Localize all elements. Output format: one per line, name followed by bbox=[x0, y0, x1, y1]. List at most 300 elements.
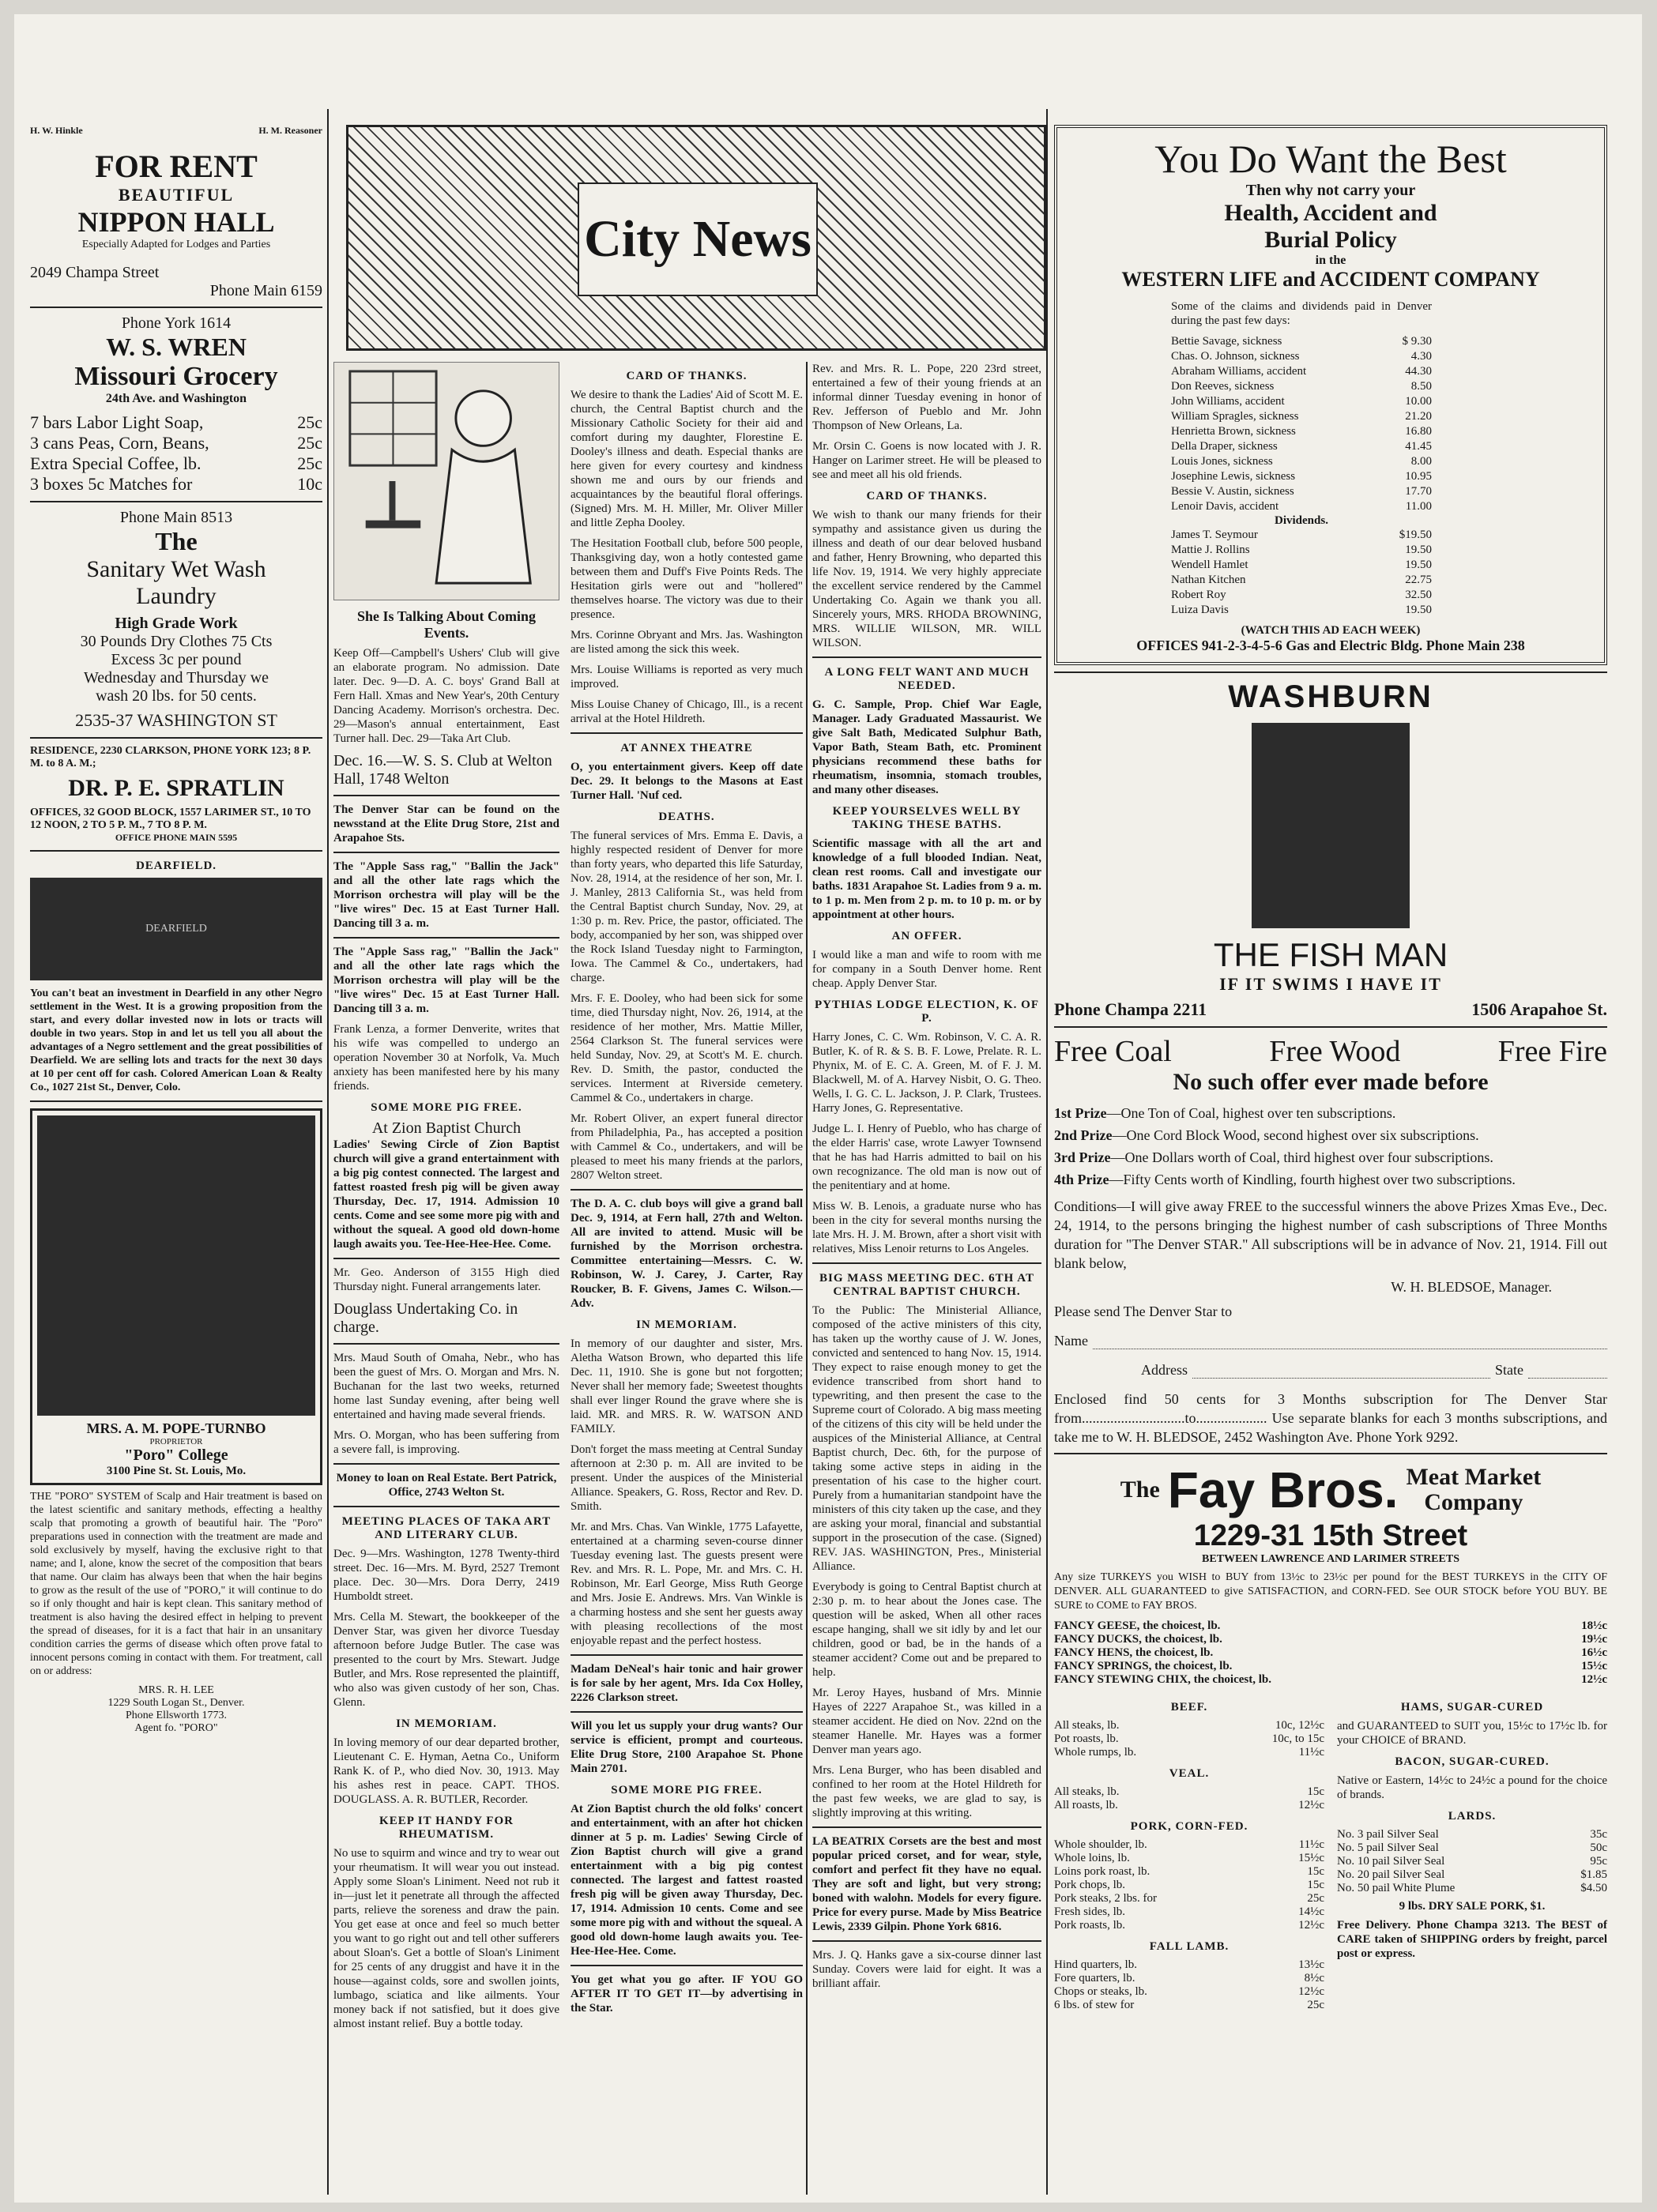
dac-notice: The D. A. C. club boys will give a grand ball Dec. 9, 1914, at Fern hall, 27th and Welton. All are invited to attend. Music will be furnished by the Morrison orchestra. Committee entertaining—Messrs. C. W. Robinson, W. J. Carey, J. Carter, Ray Roucker, B. F. Givens, James C. Wilson.—Adv. bbox=[571, 1198, 803, 1310]
table-row bbox=[1171, 558, 1432, 573]
price-value: 10c, 12½c bbox=[1275, 1719, 1324, 1732]
fay-left-column bbox=[1054, 1693, 1324, 2012]
fay-meat-market bbox=[1406, 1465, 1541, 1515]
memoriam-2-text: In memory of our daughter and sister, Mrs. Aletha Watson Brown, who departed this life Dec. 11, 1910. She is gone but not forgotten; Never shall her memory fade; Sweetest thoughts shall ever linger Round the grave where she is laid. MR. and MRS. R. W. WATSON AND FAMILY. bbox=[571, 1337, 803, 1435]
price-row bbox=[1054, 1865, 1324, 1879]
thanks-heading: CARD OF THANKS. bbox=[626, 370, 748, 382]
price-item: Pot roasts, lb. bbox=[1054, 1732, 1119, 1745]
claim-amount: 19.50 bbox=[1405, 559, 1432, 571]
fish-man-address: 1506 Arapahoe St. bbox=[1471, 999, 1607, 1019]
price-item: FANCY SPRINGS, the choicest, lb. bbox=[1054, 1660, 1233, 1672]
pythias-heading: PYTHIAS LODGE ELECTION, K. OF P. bbox=[814, 999, 1040, 1025]
table-row bbox=[1171, 439, 1432, 454]
claim-amount: 41.45 bbox=[1405, 440, 1432, 453]
deaths-heading: DEATHS. bbox=[658, 811, 715, 823]
price-item: 3 boxes 5c Matches for bbox=[30, 474, 193, 494]
price-value: 14½c bbox=[1298, 1905, 1324, 1918]
table-row bbox=[1171, 349, 1432, 364]
price-value: 25c bbox=[297, 433, 322, 453]
go-after-notice: You get what you go after. IF YOU GO AFTER IT TO GET IT—by advertising in the Star. bbox=[571, 1973, 803, 2014]
grocery-phone: Phone York 1614 bbox=[121, 314, 232, 332]
dearfield-heading: DEARFIELD. bbox=[135, 860, 217, 872]
grocery-owner: W. S. WREN bbox=[106, 333, 247, 361]
fish-man-title: THE FISH MAN bbox=[1213, 936, 1448, 973]
price-row bbox=[30, 433, 322, 453]
send-star-to: Please send The Denver Star to bbox=[1054, 1304, 1233, 1319]
price-value: 15c bbox=[1307, 1865, 1324, 1878]
price-value: 12½c bbox=[1298, 1985, 1324, 1998]
insurance-body bbox=[1068, 299, 1593, 618]
claim-name: Mattie J. Rollins bbox=[1171, 544, 1250, 556]
table-row bbox=[1171, 394, 1432, 409]
claim-name: Robert Roy bbox=[1171, 589, 1226, 601]
insurance-line-4: in the bbox=[1315, 254, 1346, 267]
washburn-ad bbox=[1054, 679, 1607, 1020]
claim-amount: 32.50 bbox=[1405, 589, 1432, 601]
burger-notice: Mrs. Lena Burger, who has been disabled and confined to her room at the Hotel Hildreth for the past few weeks, we are glad to say, is slightly improving at this writing. bbox=[812, 1764, 1041, 1819]
claim-amount: 10.95 bbox=[1405, 470, 1432, 483]
memoriam-text: In loving memory of our dear departed brother, Lieutenant C. E. Hyman, Aetna Co., Uniform Rank K. of P., who died Nov. 30, 1913. May his ashes rest in peace. CAPT. THOS. DOUGLASS. A. R. BUTLER, Recorder. bbox=[333, 1736, 559, 1806]
taka-text: Dec. 9—Mrs. Washington, 1278 Twenty-third street. Dec. 16—Mrs. M. Byrd, 2527 Tremont place. Dec. 30—Mrs. Dora Derry, 2419 Humboldt street. bbox=[333, 1548, 559, 1603]
mass-notice: Don't forget the mass meeting at Central Sunday afternoon at 2:30 p. m. All are invited to be present. Under the auspices of the Ministerial Alliance. Speakers, G. Ross, Rector and Rev. D. Smith. bbox=[571, 1443, 803, 1513]
price-item: Whole rumps, lb. bbox=[1054, 1746, 1137, 1759]
goens-notice: Mr. Orsin C. Goens is now located with J. R. Hanger on Larimer street. He will be pleased to see and meet all his old friends. bbox=[812, 440, 1041, 481]
table-row bbox=[1171, 364, 1432, 379]
lards-list bbox=[1337, 1828, 1607, 1895]
doctor-phone: OFFICE PHONE MAIN 5595 bbox=[115, 832, 238, 843]
lamb-list bbox=[1054, 1958, 1324, 2012]
long-felt-text: G. C. Sample, Prop. Chief War Eagle, Manager. Lady Graduated Massaurist. We give Salt Bath, Medicated Sulphur Bath, Vapor Bath, Steam Bath, etc. Prominent physicians recommend these baths for rheumatism, insomnia, stomach troubles, and many other diseases. bbox=[812, 698, 1041, 796]
price-row bbox=[1054, 1719, 1324, 1732]
apple-sass-notice-1: The "Apple Sass rag," "Ballin the Jack" and all the other late rags which the Morrison orchestra will play will be the "live wires" Dec. 15 at East Turner Hall. Dancing till 3 a. m. bbox=[333, 860, 559, 930]
veal-heading: VEAL. bbox=[1169, 1767, 1210, 1780]
lenza-notice: Frank Lenza, a former Denverite, writes that his wife was compelled to undergo an operation November 30 at Norfolk, Va. Much anxiety has been manifested here by his many friends. bbox=[333, 1023, 559, 1093]
claim-amount: 16.80 bbox=[1405, 425, 1432, 438]
oliver-notice: Mr. Robert Oliver, an expert funeral director from Philadelphia, Pa., has accepted a position with Cammel & Co., undertakers, and will be pleased to meet his many friends at the parlors, 2807 Welton street. bbox=[571, 1112, 803, 1182]
claim-amount: 4.30 bbox=[1410, 350, 1432, 363]
price-value: 50c bbox=[1590, 1841, 1607, 1854]
south-notice: Mrs. Maud South of Omaha, Nebr., who has been the guest of Mrs. O. Morgan and Mrs. N. Buchanan for the last two weeks, returned home last Sunday evening, after being well entertained and having made several friends. bbox=[333, 1352, 559, 1421]
price-value: 11½c bbox=[1298, 1746, 1324, 1759]
table-row bbox=[1171, 484, 1432, 499]
fay-bros-ad bbox=[1054, 1461, 1607, 2012]
price-value: 15½c bbox=[1581, 1660, 1607, 1672]
prize-item bbox=[1054, 1170, 1607, 1189]
insurance-watch: (WATCH THIS AD EACH WEEK) bbox=[1241, 624, 1421, 637]
pig-free-heading: SOME MORE PIG FREE. bbox=[371, 1101, 522, 1114]
column-2b bbox=[571, 362, 803, 2195]
claims-table bbox=[1171, 334, 1432, 514]
salt-pork: 9 lbs. DRY SALE PORK, $1. bbox=[1399, 1900, 1546, 1913]
ws-club-notice: Dec. 16.—W. S. S. Club at Welton Hall, 1748 Welton bbox=[333, 752, 552, 788]
price-row bbox=[1054, 1852, 1324, 1865]
poro-agent-name: MRS. R. H. LEE bbox=[138, 1684, 214, 1696]
price-row bbox=[1054, 1646, 1607, 1660]
price-item: Whole loins, lb. bbox=[1054, 1852, 1130, 1864]
price-row bbox=[1054, 1620, 1607, 1633]
claim-name: Abraham Williams, accident bbox=[1171, 365, 1307, 378]
claim-name: Bettie Savage, sickness bbox=[1171, 335, 1282, 348]
claim-name: Luiza Davis bbox=[1171, 604, 1229, 616]
table-row bbox=[1171, 573, 1432, 588]
laundry-phone: Phone Main 8513 bbox=[119, 509, 233, 526]
insurance-title: You Do Want the Best bbox=[1154, 137, 1507, 181]
proprietors bbox=[30, 125, 322, 137]
lards-heading: LARDS. bbox=[1448, 1810, 1497, 1823]
claim-name: Josephine Lewis, sickness bbox=[1171, 470, 1296, 483]
poro-college: "Poro" College bbox=[124, 1446, 228, 1464]
deaths-text: The funeral services of Mrs. Emma E. Davis, a highly respected resident of Denver for more than forty years, who departed this life Saturday, Nov. 28, 1914, at the residence of her son, Mr. I. J. Manley, 2813 California St., was held from the Central Baptist church Sunday, Nov. 29, at 1:30 p. m. Rev. Price, the pastor, officiated. The body, accompanied by her son, was shipped over the Rock Island Tuesday night to Farmington, Iowa. The Cammel & Co., undertakers, had charge. bbox=[571, 830, 803, 984]
insurance-offices: OFFICES 941-2-3-4-5-6 Gas and Electric Bldg. Phone Main 238 bbox=[1136, 638, 1525, 653]
long-felt-heading: A LONG FELT WANT AND MUCH NEEDED. bbox=[824, 666, 1030, 692]
free-wood-title: Free Wood bbox=[1269, 1035, 1401, 1068]
hall-address: 2049 Champa Street bbox=[30, 264, 160, 281]
column-rule bbox=[1046, 109, 1048, 2195]
price-row bbox=[1337, 1868, 1607, 1882]
newspaper-page bbox=[14, 14, 1642, 2203]
claim-name: Louis Jones, sickness bbox=[1171, 455, 1273, 468]
prize-text: —One Cord Block Wood, second highest over six subscriptions. bbox=[1112, 1127, 1479, 1143]
price-value: 35c bbox=[1590, 1828, 1607, 1841]
annex-text: O, you entertainment givers. Keep off date Dec. 29. It belongs to the Masons at East Turner Hall. 'Nuf ced. bbox=[571, 761, 803, 802]
price-row bbox=[1054, 1919, 1324, 1932]
price-row bbox=[1054, 1985, 1324, 1999]
insurance-line-1: Then why not carry your bbox=[1245, 182, 1416, 199]
price-row bbox=[1054, 1746, 1324, 1759]
price-value: 13½c bbox=[1298, 1958, 1324, 1971]
loan-notice: Money to loan on Real Estate. Bert Patrick, Office, 2743 Welton St. bbox=[336, 1472, 557, 1499]
hall-phone: Phone Main 6159 bbox=[209, 282, 322, 299]
price-value: 15c bbox=[1307, 1879, 1324, 1891]
price-row bbox=[1337, 1828, 1607, 1841]
hayes-notice: Mr. Leroy Hayes, husband of Mrs. Minnie Hayes of 2227 Arapahoe St., was killed in a steamer accident. He died on Nov. 22nd on the steamer Hanelle. Mr. Hayes was a former Denver man years ago. bbox=[812, 1687, 1041, 1756]
price-item: Fresh sides, lb. bbox=[1054, 1905, 1125, 1918]
price-value: 15c bbox=[1307, 1785, 1324, 1798]
poro-agent-phone: Phone Ellsworth 1773. bbox=[126, 1710, 227, 1721]
keep-well-heading: KEEP YOURSELVES WELL BY TAKING THESE BATHS. bbox=[832, 805, 1022, 831]
grocery-name: Missouri Grocery bbox=[74, 362, 278, 391]
claim-amount: $19.50 bbox=[1399, 529, 1432, 541]
address-label: Address bbox=[1141, 1362, 1188, 1378]
laundry-name-3: Laundry bbox=[136, 583, 217, 609]
pork-list bbox=[1054, 1838, 1324, 1932]
laundry-line-4: wash 20 lbs. for 50 cents. bbox=[96, 687, 257, 705]
laundry-line-2: Excess 3c per pound bbox=[111, 651, 242, 668]
poultry-list bbox=[1054, 1620, 1607, 1687]
chaney-notice: Miss Louise Chaney of Chicago, Ill., is a recent arrival at the Hotel Hildreth. bbox=[571, 698, 803, 725]
claim-amount: 19.50 bbox=[1405, 604, 1432, 616]
price-row bbox=[1054, 1660, 1607, 1673]
price-item: Pork steaks, 2 lbs. for bbox=[1054, 1892, 1157, 1905]
column-4 bbox=[1054, 125, 1607, 2012]
lenois-notice: Miss W. B. Lenois, a graduate nurse who has been in the city for several months nursing the late Mrs. H. J. M. Brown, after a short visit with relatives, Miss Lenoir returns to Los Angeles. bbox=[812, 1200, 1041, 1255]
poro-agent-address: 1229 South Logan St., Denver. bbox=[107, 1697, 245, 1709]
insurance-line-3: Burial Policy bbox=[1264, 227, 1397, 253]
price-item: All steaks, lb. bbox=[1054, 1719, 1120, 1732]
fay-meat: Meat Market bbox=[1406, 1464, 1542, 1490]
fay-the: The bbox=[1120, 1477, 1160, 1503]
thanks-2-heading: CARD OF THANKS. bbox=[866, 490, 988, 502]
pythias-text: Harry Jones, C. C. Wm. Robinson, V. C. A. R. Butler, K. of R. & S. B. F. Lowe, Prelate. R. L. Phynix, M. of E. C. A. Green, M. of F. J. M. Blackwell, M. of A. Harvey Nisbit, O. G. Theo. Wells, I. G. C. L. Jackson, J. P. Clark, Trustees. Harry Jones, G. Representative. bbox=[812, 1031, 1041, 1115]
price-item: FANCY DUCKS, the choicest, lb. bbox=[1054, 1633, 1222, 1646]
price-value: 15½c bbox=[1298, 1852, 1324, 1864]
price-row bbox=[1337, 1841, 1607, 1855]
prize-item bbox=[1054, 1126, 1607, 1145]
insurance-company: WESTERN LIFE and ACCIDENT COMPANY bbox=[1121, 268, 1540, 291]
poro-name: MRS. A. M. POPE-TURNBO bbox=[86, 1420, 266, 1436]
fay-right-column bbox=[1337, 1693, 1607, 2012]
dividends-table bbox=[1171, 528, 1432, 618]
conditions-text: Conditions—I will give away FREE to the successful winners the above Prizes Xmas Eve., Dec. 24, 1914, to the persons bringing the highest number of cash subscriptions of Three Months duration for "The Denver STAR." All subscriptions will be in advance of Nov. 21, 1914. Fill out blank below, bbox=[1054, 1198, 1607, 1271]
column-rule bbox=[806, 362, 808, 2195]
price-item: FANCY STEWING CHIX, the choicest, lb. bbox=[1054, 1673, 1272, 1686]
claim-name: John Williams, accident bbox=[1171, 395, 1285, 408]
table-row bbox=[1171, 528, 1432, 543]
deneal-notice: Madam DeNeal's hair tonic and hair grower is for sale by her agent, Mrs. Ida Cox Holley, 2226 Clarkson street. bbox=[571, 1663, 803, 1704]
beatrix-notice: LA BEATRIX Corsets are the best and most popular priced corset, and for wear, style, comfort and perfect fit they have no equal. They are soft and light, but very strong; boned with walohn. Models for every figure. Price for every purse. Made by Miss Beatrice Lewis, 2339 Gilpin. Phone York 6816. bbox=[812, 1835, 1041, 1933]
price-value: 12½c bbox=[1581, 1673, 1607, 1686]
van-winkle-notice: Mr. and Mrs. Chas. Van Winkle, 1775 Lafayette, entertained at a charming seven-course dinner Tuesday evening last. The guests present were Rev. and Mrs. R. L. Pope, Mr. and Mrs. C. H. Robinson, Mr. Earl George, Miss Ruth George and Mrs. Josie E. Andrews. Mrs. Van Winkle is a charming hostess and she sent her guests away with pleasing recollections of the most enjoyable repast and the perfect hostess. bbox=[571, 1521, 803, 1647]
doctor-offices: OFFICES, 32 GOOD BLOCK, 1557 LARIMER ST., 10 TO 12 NOON, 2 TO 5 P. M., 7 TO 8 P. M. bbox=[30, 807, 311, 831]
zion-heading: At Zion Baptist Church bbox=[371, 1119, 522, 1137]
laundry-line-3: Wednesday and Thursday we bbox=[83, 669, 269, 687]
memoriam-heading: IN MEMORIAM. bbox=[396, 1717, 497, 1730]
for-rent-title: FOR RENT bbox=[95, 149, 258, 184]
lamb-heading: FALL LAMB. bbox=[1149, 1940, 1230, 1953]
claim-name: Wendell Hamlet bbox=[1171, 559, 1248, 571]
proprietor-right: H. M. Reasoner bbox=[258, 125, 322, 136]
price-row bbox=[1054, 1732, 1324, 1746]
table-row bbox=[1171, 588, 1432, 603]
price-item: FANCY HENS, the choicest, lb. bbox=[1054, 1646, 1214, 1659]
price-row bbox=[30, 412, 322, 433]
name-field[interactable] bbox=[1093, 1333, 1607, 1349]
stewart-notice: Mrs. Cella M. Stewart, the bookkeeper of the Denver Star, was given her divorce Tuesday afternoon before Judge Butler. The case was presented to the court by Mrs. Stewart. Judge Butler, and Mrs. Rose represented the plaintiff, who also was given custody of her son, Chas. Glenn. bbox=[333, 1611, 559, 1709]
laundry-line-1: 30 Pounds Dry Clothes 75 Cts bbox=[80, 633, 273, 650]
bacon-text: Native or Eastern, 14½c to 24½c a pound for the choice of brands. bbox=[1337, 1774, 1607, 1801]
claim-amount: 19.50 bbox=[1405, 544, 1432, 556]
table-row bbox=[1171, 334, 1432, 349]
thanks-2-text: We wish to thank our many friends for their sympathy and assistance given us during the illness and death of our dear beloved husband and father, Henry Browning, who departed this life Nov. 19, 1914. We very highly appreciate the excellent service rendered by the Cammel Undertaking Co. Again we thank you all. Sincerely yours, MRS. RHODA BROWNING, MRS. WILLIE WILSON, MR. WILL WILSON. bbox=[812, 509, 1041, 649]
claim-amount: 21.20 bbox=[1405, 410, 1432, 423]
price-value: 19½c bbox=[1581, 1633, 1607, 1646]
douglass-heading: Douglass Undertaking Co. in charge. bbox=[333, 1300, 518, 1336]
coming-events-text: Keep Off—Campbell's Ushers' Club will give an elaborate program. No admission. Date later. Dec. 9—D. A. C. boys' Grand Ball at Fern Hall. Xmas and New Year's, 20th Century Dancing Academy. Morrison's orchestra. Dec. 29—Mason's annual entertainment, East Turner hall. Dec. 29—Taka Art Club. bbox=[333, 647, 559, 745]
hams-heading: HAMS, SUGAR-CURED bbox=[1400, 1701, 1544, 1714]
poro-text: THE "PORO" SYSTEM of Scalp and Hair treatment is based on the latest scientific and sanitary methods, effecting a healthy scalp that promoting a growth of beautiful hair. The "Poro" preparations used in connection with the treatment are made and sold exclusively by myself, having the exclusive right to that name; and I, alone, know the secret of the composition that bears that name. Our claim has always been that when the hair begins to grow as the result of the use of "PORO," it will continue to do so if only thought and hair is kept clean. This sanitary method of treatment is also having the desired effect in helping to prevent the spread of diseases, for it is a fact that hair in an unsanitary condition carries the germs of disease which often prove fatal to innocent persons coming in contact with them. For treatment, call on or address: bbox=[30, 1491, 322, 1677]
price-row bbox=[1054, 1905, 1324, 1919]
claim-name: James T. Seymour bbox=[1171, 529, 1258, 541]
claim-name: Henrietta Brown, sickness bbox=[1171, 425, 1296, 438]
offer-heading: AN OFFER. bbox=[891, 930, 962, 942]
price-row bbox=[1054, 1785, 1324, 1799]
state-label: State bbox=[1495, 1362, 1523, 1378]
price-item: No. 5 pail Silver Seal bbox=[1337, 1841, 1439, 1854]
dearfield-text: You can't beat an investment in Dearfield in any other Negro settlement in the West. It is a growing proposition from the start, and every dollar invested now in lots or tracts will double in two years. Stop in and let us tell you all about the advantages of a Negro settlement and the great possibilities of Dearfield. We are selling lots and tracts for the next 30 days at 10 per cent off for cash. Colored American Loan & Realty Co., 1027 21st St., Denver, Colo. bbox=[30, 988, 322, 1093]
hall-name: NIPPON HALL bbox=[77, 206, 275, 238]
annex-heading: AT ANNEX THEATRE bbox=[620, 742, 753, 754]
price-item: 6 lbs. of stew for bbox=[1054, 1999, 1135, 2011]
fay-name: Fay Bros. bbox=[1167, 1462, 1399, 1518]
fay-intro: Any size TURKEYS you WISH to BUY from 13½c to 23½c per pound for the BEST TURKEYS in the CITY OF DENVER. ALL GUARANTEED to give SATISFACTION, and CORN-FED. See OUR STOCK before YOU BUY. BE SURE to COME to FAY BROS. bbox=[1054, 1571, 1607, 1612]
price-item: Pork chops, lb. bbox=[1054, 1879, 1125, 1891]
price-item: FANCY GEESE, the choicest, lb. bbox=[1054, 1620, 1221, 1632]
price-row bbox=[1054, 1838, 1324, 1852]
anderson-notice: Mr. Geo. Anderson of 3155 High died Thursday night. Funeral arrangements later. bbox=[333, 1266, 559, 1293]
price-item: Extra Special Coffee, lb. bbox=[30, 453, 201, 473]
price-value: 12½c bbox=[1298, 1919, 1324, 1932]
poro-ad bbox=[30, 1108, 322, 1485]
laundry-tag: High Grade Work bbox=[115, 615, 238, 632]
address-line bbox=[1054, 1362, 1607, 1379]
price-value: 10c, to 15c bbox=[1271, 1732, 1324, 1745]
claim-name: Nathan Kitchen bbox=[1171, 574, 1246, 586]
price-item: Hind quarters, lb. bbox=[1054, 1958, 1137, 1971]
price-row bbox=[1054, 1999, 1324, 2012]
rheumatism-heading: KEEP IT HANDY FOR RHEUMATISM. bbox=[379, 1815, 514, 1841]
mass-meeting-text: To the Public: The Ministerial Alliance, composed of the active ministers of this city, has taken up the worthy cause of J. W. Jones, convicted and sentenced to hang Nov. 15, 1914. They expect to raise enough money to get the evidence transcribed from short hand to typewriting, and then present the case to the Supreme court of Colorado. A big mass meeting of the citizens of this city will be held under the auspices of the Ministerial Alliance, at Central Baptist church, Dec. 6th, for the purpose of taking some active steps in aiding in the presentation of his case to the higher court. Purely from a humanitarian standpoint have the ministers of this city taken up the case, and they are asking your moral, financial and substantial support in the prosecution of the case. (Signed) REV. JAS. WASHINGTON, Pres., Ministerial Alliance. bbox=[812, 1304, 1041, 1573]
claim-amount: 17.70 bbox=[1405, 485, 1432, 498]
table-row bbox=[1171, 454, 1432, 469]
fish-man-slogan: IF IT SWIMS I HAVE IT bbox=[1219, 974, 1442, 994]
name-line bbox=[1054, 1333, 1607, 1349]
doctor-residence: RESIDENCE, 2230 CLARKSON, PHONE YORK 123; 8 P. M. to 8 A. M.; bbox=[30, 745, 311, 769]
free-coal-title: Free Coal bbox=[1054, 1035, 1172, 1068]
address-field[interactable] bbox=[1192, 1362, 1490, 1379]
washburn-name: WASHBURN bbox=[1228, 679, 1433, 714]
claim-name: Bessie V. Austin, sickness bbox=[1171, 485, 1294, 498]
price-value: 25c bbox=[297, 453, 322, 473]
masthead-title: City News bbox=[578, 182, 818, 296]
prize-item bbox=[1054, 1148, 1607, 1167]
prize-item bbox=[1054, 1104, 1607, 1123]
washburn-portrait bbox=[1252, 723, 1410, 928]
claim-amount: 8.00 bbox=[1410, 455, 1432, 468]
denver-star-notice: The Denver Star can be found on the newsstand at the Elite Drug Store, 21st and Arapahoe Sts. bbox=[333, 803, 559, 845]
claim-name: Lenoir Davis, accident bbox=[1171, 500, 1279, 513]
price-value: 25c bbox=[297, 412, 322, 432]
price-item: Chops or steaks, lb. bbox=[1054, 1985, 1147, 1998]
price-value: $4.50 bbox=[1580, 1882, 1607, 1894]
price-item: 7 bars Labor Light Soap, bbox=[30, 412, 204, 432]
column-2a bbox=[333, 362, 559, 2195]
price-item: 3 cans Peas, Corn, Beans, bbox=[30, 433, 209, 453]
williams-notice: Mrs. Louise Williams is reported as very much improved. bbox=[571, 664, 803, 690]
proprietor-left: H. W. Hinkle bbox=[30, 125, 83, 136]
mass-meeting-heading: BIG MASS MEETING DEC. 6TH AT CENTRAL BAPTIST CHURCH. bbox=[819, 1272, 1034, 1298]
price-row bbox=[1054, 1879, 1324, 1892]
claim-amount: 22.75 bbox=[1405, 574, 1432, 586]
column-3 bbox=[812, 362, 1041, 2195]
price-value: 25c bbox=[1307, 1999, 1324, 2011]
prize-label: 4th Prize bbox=[1054, 1172, 1109, 1187]
obryant-notice: Mrs. Corinne Obryant and Mrs. Jas. Washington are listed among the sick this week. bbox=[571, 629, 803, 656]
price-row bbox=[1054, 1892, 1324, 1905]
free-fuel-subtitle: No such offer ever made before bbox=[1173, 1069, 1489, 1095]
veal-list bbox=[1054, 1785, 1324, 1812]
dearfield-photo-label: DEARFIELD bbox=[145, 923, 207, 935]
offer-text: I would like a man and wife to room with me for company in a South Denver home. Rent cheap. Apply Denver Star. bbox=[812, 949, 1041, 990]
price-item: No. 20 pail Silver Seal bbox=[1337, 1868, 1445, 1881]
price-value: 12½c bbox=[1298, 1799, 1324, 1811]
laundry-name-1: The bbox=[155, 527, 198, 555]
insurance-intro: Some of the claims and dividends paid in Denver during the past few days: bbox=[1171, 300, 1432, 327]
poro-address: 3100 Pine St. St. Louis, Mo. bbox=[106, 1465, 247, 1477]
hall-adapted: Especially Adapted for Lodges and Parties bbox=[81, 239, 271, 250]
price-row bbox=[1054, 1673, 1607, 1687]
prize-label: 1st Prize bbox=[1054, 1105, 1107, 1121]
claim-name: Chas. O. Johnson, sickness bbox=[1171, 350, 1300, 363]
telephone-woman-illustration bbox=[333, 362, 559, 600]
for-rent-subtitle: BEAUTIFUL bbox=[118, 185, 235, 205]
claim-amount: 8.50 bbox=[1410, 380, 1432, 393]
claim-name: Don Reeves, sickness bbox=[1171, 380, 1275, 393]
price-item: No. 10 pail Silver Seal bbox=[1337, 1855, 1445, 1868]
price-value: 95c bbox=[1590, 1855, 1607, 1868]
prize-text: —Fifty Cents worth of Kindling, fourth highest over two subscriptions. bbox=[1109, 1172, 1516, 1187]
pope-turnbo-portrait bbox=[37, 1115, 315, 1416]
fish-man-contact bbox=[1054, 999, 1607, 1020]
table-row bbox=[1171, 603, 1432, 618]
price-item: Pork roasts, lb. bbox=[1054, 1919, 1125, 1932]
taka-heading: MEETING PLACES OF TAKA ART AND LITERARY CLUB. bbox=[341, 1515, 552, 1541]
table-row bbox=[1171, 469, 1432, 484]
price-row bbox=[1054, 1972, 1324, 1985]
prize-text: —One Ton of Coal, highest over ten subscriptions. bbox=[1106, 1105, 1396, 1121]
memoriam-2-heading: IN MEMORIAM. bbox=[636, 1319, 737, 1331]
grocery-location: 24th Ave. and Washington bbox=[105, 392, 247, 405]
insurance-line-2: Health, Accident and bbox=[1224, 200, 1437, 226]
bacon-heading: BACON, SUGAR-CURED. bbox=[1395, 1755, 1550, 1768]
morgan-notice: Mrs. O. Morgan, who has been suffering from a severe fall, is improving. bbox=[333, 1429, 559, 1456]
zion-text: Ladies' Sewing Circle of Zion Baptist church will give a grand entertainment with a big pig contest connected. The largest and fattest roasted fresh pig will be given away Thursday, Dec. 17, 1914. Admission 10 cents. Come and see some more pig with and without the squeal. A good old down-home laugh awaits you. Tee-Hee-Hee-Hee. Come. bbox=[333, 1138, 559, 1251]
fay-bros-header bbox=[1054, 1461, 1607, 1519]
price-item: No. 3 pail Silver Seal bbox=[1337, 1828, 1439, 1841]
prize-list bbox=[1054, 1104, 1607, 1189]
bledsoe-manager: W. H. BLEDSOE, Manager. bbox=[1391, 1279, 1552, 1295]
pork-heading: PORK, CORN-FED. bbox=[1130, 1820, 1248, 1833]
price-item: Fore quarters, lb. bbox=[1054, 1972, 1135, 1984]
beef-list bbox=[1054, 1719, 1324, 1759]
table-row bbox=[1171, 499, 1432, 514]
apple-sass-notice-2: The "Apple Sass rag," "Ballin the Jack" and all the other late rags which the Morrison orchestra will play will be the "live wires" Dec. 15 at East Turner Hall. Dancing till 3 a. m. bbox=[333, 946, 559, 1015]
price-value: 18½c bbox=[1581, 1620, 1607, 1632]
city-news-masthead bbox=[346, 125, 1046, 351]
pig-free-2-text: At Zion Baptist church the old folks' concert and entertainment, with an after hot chicken dinner at 5 p. m. Ladies' Sewing Circle of Zion Baptist church will give a grand entertainment with a big pig contest connected. The largest and fattest roasted fresh pig will be given away Thursday, Dec. 17, 1914. Admission 10 cents. Come and see some more pig with and without the squeal. A good old down-home laugh awaits you. Tee-Hee-Hee-Hee. Come. bbox=[571, 1803, 803, 1958]
price-row bbox=[1337, 1855, 1607, 1868]
price-value: 16½c bbox=[1581, 1646, 1607, 1659]
pig-free-2-heading: SOME MORE PIG FREE. bbox=[611, 1784, 763, 1796]
name-label: Name bbox=[1054, 1333, 1088, 1349]
price-row bbox=[1054, 1799, 1324, 1812]
rheumatism-text: No use to squirm and wince and try to wear out your rheumatism. It will wear you out instead. Apply some Sloan's Liniment. Need not rub it in—just let it penetrate all through the affected parts, relieve the soreness and draw the pain. You get ease at once and feel so much better you want to go right out and tell other sufferers about Sloan's. Get a bottle of Sloan's Liniment for 25 cents of any druggist and have it in the house—against colds, sore and swollen joints, lumbago, sciatica and like ailments. Your money back if not satisfied, but it does give almost instant relief. Buy a bottle today. bbox=[333, 1847, 559, 2030]
table-row bbox=[1171, 409, 1432, 424]
price-row bbox=[30, 453, 322, 474]
claim-amount: $ 9.30 bbox=[1402, 335, 1432, 348]
price-item: Whole shoulder, lb. bbox=[1054, 1838, 1147, 1851]
fay-delivery: Free Delivery. Phone Champa 3213. The BEST of CARE taken of SHIPPING orders by freight, parcel post or express. bbox=[1337, 1919, 1607, 1960]
laundry-name-2: Sanitary Wet Wash bbox=[86, 556, 266, 582]
price-value: 11½c bbox=[1298, 1838, 1324, 1851]
claim-amount: 11.00 bbox=[1405, 500, 1432, 513]
thanks-text: We desire to thank the Ladies' Aid of Scott M. E. church, the Central Baptist church and the Missionary Catholic Society for their aid and comfort during my daughter, Florestine E. Dooley's illness and death. Especial thanks are here given for every courtesy and kindness shown me and ours by our friends and acquaintances by the beautiful floral offerings. (Signed) Mrs. M. H. Miller, Mr. Oliver Miller and little Zepha Dooley. bbox=[571, 389, 803, 529]
state-field[interactable] bbox=[1528, 1362, 1607, 1379]
poro-agent-for: Agent fo. "PORO" bbox=[134, 1722, 218, 1734]
claim-name: William Spragles, sickness bbox=[1171, 410, 1299, 423]
grocery-items bbox=[30, 412, 322, 495]
price-item: All roasts, lb. bbox=[1054, 1799, 1118, 1811]
price-value: 25c bbox=[1307, 1892, 1324, 1905]
